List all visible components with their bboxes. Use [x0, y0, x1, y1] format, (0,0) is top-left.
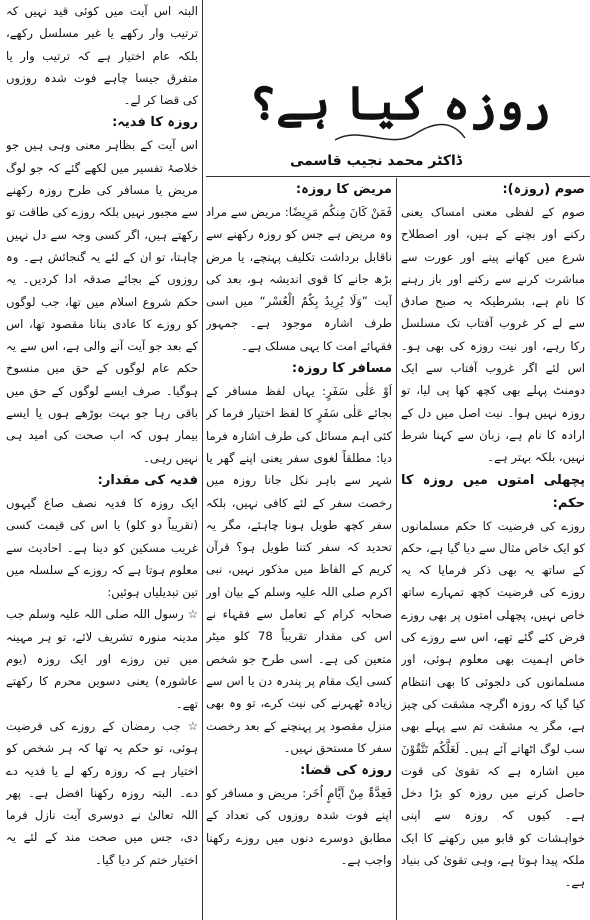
column-middle — [206, 178, 392, 920]
heading-previous-nations: پچھلی امتوں میں روزہ کا حکم: — [401, 472, 585, 511]
paragraph-sawm: صوم کے لفظی معنی امساک یعنی رکنے اور بچنے کے ہیں، اور اصطلاح شرع میں کھانے پینے اور عورت سے مباشرت کرنے سے رکنے اور باز رہنے کا نام ہے، بشرطیکہ یہ صبح صادق سے لے کر غروب آفتاب تک مسلسل رکا رہے، اور نیت روزہ کی بھی ہو۔ اس لئے اگر غروب آفتاب سے ایک دومنٹ پہلے بھی کچھ کھا پی لیا، تو روزہ نہیں ہوا۔ نیت اصل میں دل کے ارادہ کا نام ہے، زبان سے کہنا شرط نہیں، بلکہ بہتر ہے۔ — [401, 205, 585, 465]
paragraph-previous-nations: روزے کی فرضیت کا حکم مسلمانوں کو ایک خاص مثال سے دیا گیا ہے، حکم کے ساتھ یہ بھی ذکر فرمایا کہ یہ روزے کی فرضیت کچھ تمہارے ساتھ خاص نہیں، پچھلی امتوں پر بھی روزے فرض کئے گئے تھے، اس سے روزے کی خاص اہمیت بھی معلوم ہوئی، اور مسلمانوں کی دلجوئی کا بھی انتظام کیا گیا کہ روزہ اگرچہ مشقت کی چیز ہے، مگر یہ مشقت تم سے پہلے بھی سب لوگ اٹھاتے آئے ہیں۔ لَعَلَّکُم تَتَّقُوْنَ میں اشارہ ہے کہ تقویٰ کی قوت حاصل کرنے میں روزہ کو بڑا دخل ہے۔ کیوں کہ روزہ سے اپنی خواہشات کو قابو میں رکھنے کا ایک ملکہ پیدا ہوتا ہے، وہی تقویٰ کی بنیاد ہے۔ — [401, 518, 585, 890]
heading-sawm: صوم (روزہ): — [502, 182, 585, 197]
paragraph-change-two: ☆ جب رمضان کے روزے کی فرضیت ہوئی، تو حکم یہ تھا کہ ہر شخص کو اختیار ہے کہ روزہ رکھ لے یا فدیہ دے دے۔ البتہ روزہ رکھنا افضل ہے۔ پھر اللہ تعالیٰ نے دوسری آیت نازل فرما دی، جس میں صحت مند کے لئے یہ اختیار ختم کر دیا گیا۔ — [6, 718, 198, 867]
paragraph-fidya: اس آیت کے بظاہر معنی وہی ہیں جو خلاصۂ تفسیر میں لکھے گئے کہ جو لوگ مریض یا مسافر کی طرح روزہ رکھنے سے مجبور نہیں بلکہ روزے کی طاقت تو رکھتے ہیں، اگر کسی وجہ سے دل نہیں چاہتا، تو ان کے لئے یہ گنجائش ہے۔ وہ روزوں کے بجائے صدقہ ادا کردیں۔ یہ حکم شروع اسلام میں تھا، جب لوگوں کو روزے کا عادی بنانا مقصود تھا، اس کے بعد جو آیت آنے والی ہے، اس سے یہ حکم عام لوگوں کے حق میں منسوخ ہوگیا۔ صرف ایسے لوگوں کے حق میں باقی رہا جو بہت بوڑھے ہوں یا ایسے بیمار ہوں کہ اب صحت کی امید ہی نہیں رہی۔ — [6, 138, 198, 465]
article-title: روزہ کیا ہے؟ — [249, 76, 551, 130]
header-rule — [206, 176, 590, 177]
column-divider-right — [396, 178, 397, 920]
title-ornament — [330, 120, 470, 150]
column-left — [6, 0, 198, 920]
heading-sick-fasting: مریض کا روزہ: — [295, 182, 392, 197]
heading-qaza: روزہ کی قضا: — [300, 763, 392, 779]
paragraph-traveler-fasting: اَوْ عَلٰی سَفَرٍ: یہاں لفظ مسافر کے بجائے عَلٰی سَفَرٍ کا لفظ اختیار فرما کر کئی اہم مسائل کی طرف اشارہ فرما دیا: مطلقاً لغوی سفر یعنی اپنے گھر یا شہر سے باہر نکل جانا روزہ میں رخصت سفر کے لئے کافی نہیں، بلکہ سفر کچھ طویل ہونا چاہئے، مگر یہ تحدید کہ سفر کتنا طویل ہو؟ قرآن کریم کے الفاظ میں مذکور نہیں، نبی اکرم صلی اللہ علیہ وسلم کے بیان اور صحابہ کرام کے تعامل سے فقہاء نے اس کی مقدار تقریباً 78 کلو میٹر متعین کی ہے۔ اسی طرح جو شخص کسی ایک مقام پر پندرہ دن یا اس سے زیادہ ٹھہرنے کی نیت کرے، تو وہ بھی منزل مقصود پر پہنچنے کے بعد رخصت سفر کا مستحق نہیں۔ — [206, 384, 392, 755]
paragraph-sick-fasting: فَمَنْ کَانَ مِنکُم مَرِیضًا: مریض سے مراد وہ مریض ہے جس کو روزہ رکھنے سے ناقابل برداشت تکلیف پہنچے، یا مرض بڑھ جانے کا قوی اندیشہ ہو، بعد کی آیت ”وَلَا یُرِیدُ بِکُمُ الْعُسْر“ میں اسی طرف اشارہ موجود ہے۔ جمہور فقہائے امت کا یہی مسلک ہے۔ — [206, 205, 392, 353]
paragraph-fidya-amount: ایک روزہ کا فدیہ نصف صاع گیہوں (تقریباً دو کلو) یا اس کی قیمت کسی غریب مسکین کو دینا ہے۔ احادیث سے معلوم ہوتا ہے کہ روزے کے سلسلہ میں تین تبدیلیاں ہوئیں: — [6, 495, 198, 600]
paragraph-qaza: فَعِدَّۃٌ مِنْ اَیَّامٍ اُخَر: مریض و مسافر کو اپنے فوت شدہ روزوں کی تعداد کے مطابق دوسرے دنوں میں روزے رکھنا واجب ہے۔ — [206, 786, 392, 868]
paragraph-change-one: ☆ رسول اللہ صلی اللہ علیہ وسلم جب مدینہ منورہ تشریف لائے، تو ہر مہینہ میں تین روزے اور ایک روزہ (یوم عاشورہ) یعنی دسویں محرم کا رکھتے تھے۔ — [6, 607, 198, 711]
column-divider-left — [202, 0, 203, 920]
column-right — [401, 178, 585, 920]
heading-fidya: روزہ کا فدیہ: — [112, 115, 198, 131]
paragraph-qaza-continued: البتہ اس آیت میں کوئی قید نہیں کہ ترتیب وار رکھے یا غیر مسلسل رکھے، بلکہ عام اختیار ہے کہ ترتیب وار یا متفرق جیسا چاہے فوت شدہ روزوں کی قضا کر لے۔ — [6, 4, 198, 108]
heading-traveler-fasting: مسافر کا روزہ: — [291, 361, 392, 377]
author-byline: ڈاکٹر محمد نجیب قاسمی — [289, 153, 463, 169]
heading-fidya-amount: فدیہ کی مقدار: — [97, 472, 198, 488]
